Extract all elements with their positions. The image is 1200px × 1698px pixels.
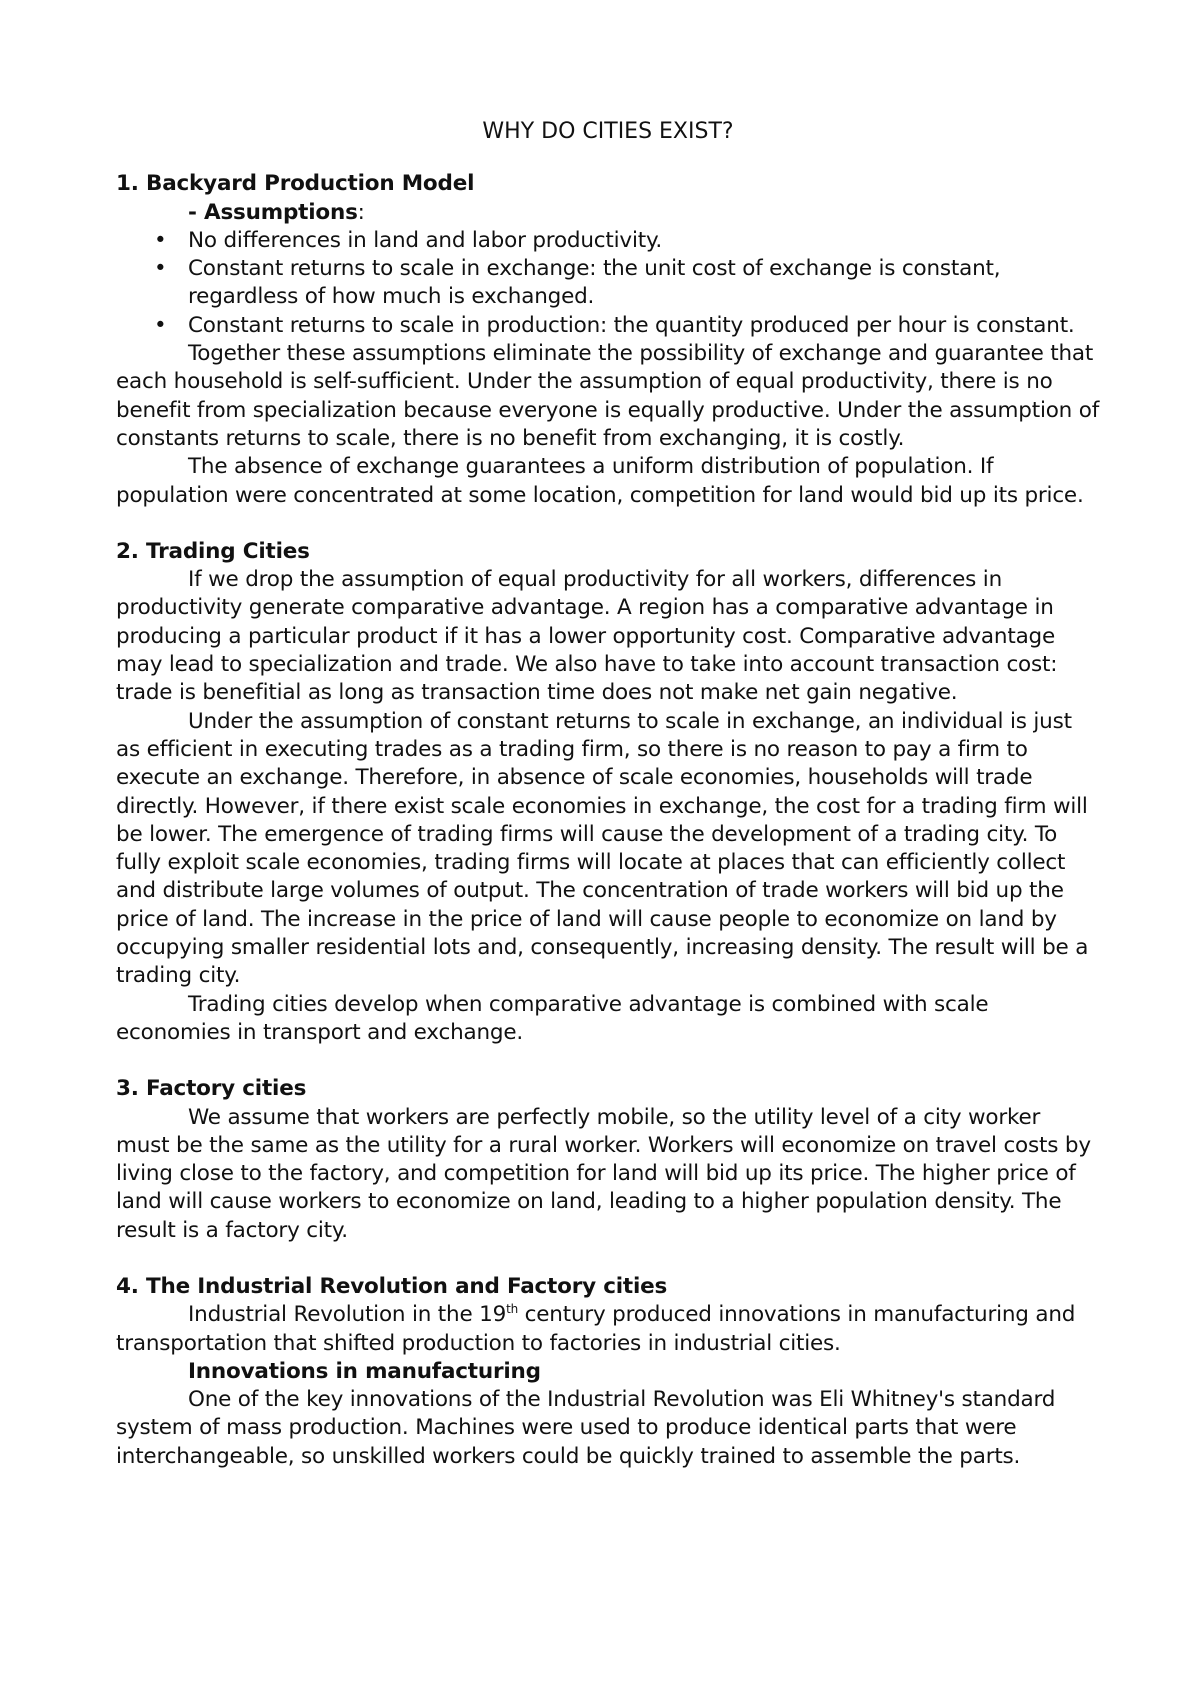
- paragraph: One of the key innovations of the Industrial Revolution was Eli Whitney's standard system of mass production. Machines were used to produce identical parts that were interchangeable, so unskilled workers could be quickly trained to assemble the parts.: [116, 1387, 1056, 1469]
- section-spacer: [116, 1245, 1100, 1273]
- page-title: WHY DO CITIES EXIST?: [482, 119, 734, 144]
- list-item: • Constant returns to scale in exchange: the unit cost of exchange is constant, regardless of how much is exchanged.: [116, 255, 1100, 312]
- paragraph: The absence of exchange guarantees a uniform distribution of population. If population were concentrated at some location, competition for land would bid up its price.: [116, 454, 1084, 508]
- paragraph: Together these assumptions eliminate the possibility of exchange and guarantee that each household is self-sufficient. Under the assumption of equal productivity, there is no benefit from specialization because everyone is equally productive. Under the assumption of constants returns to scale, there is no benefit from exchanging, it is costly.: [116, 341, 1100, 451]
- assumptions-label: - Assumptions: [188, 199, 358, 225]
- section-spacer: [116, 510, 1100, 538]
- assumptions-subheading: [188, 199, 1100, 227]
- assumptions-colon: :: [357, 199, 365, 225]
- innovations-subheading: Innovations in manufacturing: [188, 1358, 541, 1384]
- section-trading-cities: [116, 538, 1100, 1047]
- paragraph: Under the assumption of constant returns to scale in exchange, an individual is just as efficient in executing trades as a trading firm, so there is no reason to pay a firm to execute an exchange. Therefore, in absence of scale economies, households will trade directly. However, if there exist scale economies in exchange, the cost for a trading firm will be lower. The emergence of trading firms will cause the development of a trading city. To fully exploit scale economies, trading firms will locate at places that can efficiently collect and distribute large volumes of output. The concentration of trade workers will bid up the price of land. The increase in the price of land will cause people to economize on land by occupying smaller residential lots and, consequently, increasing density. The result will be a trading city.: [116, 708, 1089, 989]
- paragraph: [116, 1301, 1100, 1358]
- section-backyard-production: [116, 170, 1100, 510]
- section-spacer: [116, 1047, 1100, 1075]
- list-item: • Constant returns to scale in production: the quantity produced per hour is constant.: [116, 312, 1100, 340]
- section-heading: 1. Backyard Production Model: [116, 171, 475, 197]
- section-factory-cities: [116, 1075, 1100, 1245]
- assumptions-list: [116, 227, 1100, 340]
- intro-text: Industrial Revolution in the 19: [188, 1302, 507, 1328]
- section-industrial-revolution: [116, 1273, 1100, 1471]
- section-heading: 3. Factory cities: [116, 1076, 307, 1102]
- ordinal-suffix: th: [506, 1302, 518, 1317]
- section-heading: 2. Trading Cities: [116, 538, 310, 564]
- paragraph: If we drop the assumption of equal productivity for all workers, differences in productivity generate comparative advantage. A region has a comparative advantage in producing a particular product if it has a lower opportunity cost. Comparative advantage may lead to specialization and trade. We also have to take into account transaction cost: trade is benefitial as long as transaction time does not make net gain negative.: [116, 567, 1058, 706]
- list-item: • No differences in land and labor productivity.: [116, 227, 1100, 255]
- paragraph: We assume that workers are perfectly mobile, so the utility level of a city worker must be the same as the utility for a rural worker. Workers will economize on travel costs by living close to the factory, and competition for land will bid up its price. The higher price of land will cause workers to economize on land, leading to a higher population density. The result is a factory city.: [116, 1104, 1091, 1243]
- section-heading: 4. The Industrial Revolution and Factory cities: [116, 1273, 668, 1299]
- intro-text-continued: century produced innovations in manufacturing and transportation that shifted production to factories in industrial cities.: [116, 1302, 1076, 1356]
- paragraph: Trading cities develop when comparative advantage is combined with scale economies in transport and exchange.: [116, 991, 989, 1045]
